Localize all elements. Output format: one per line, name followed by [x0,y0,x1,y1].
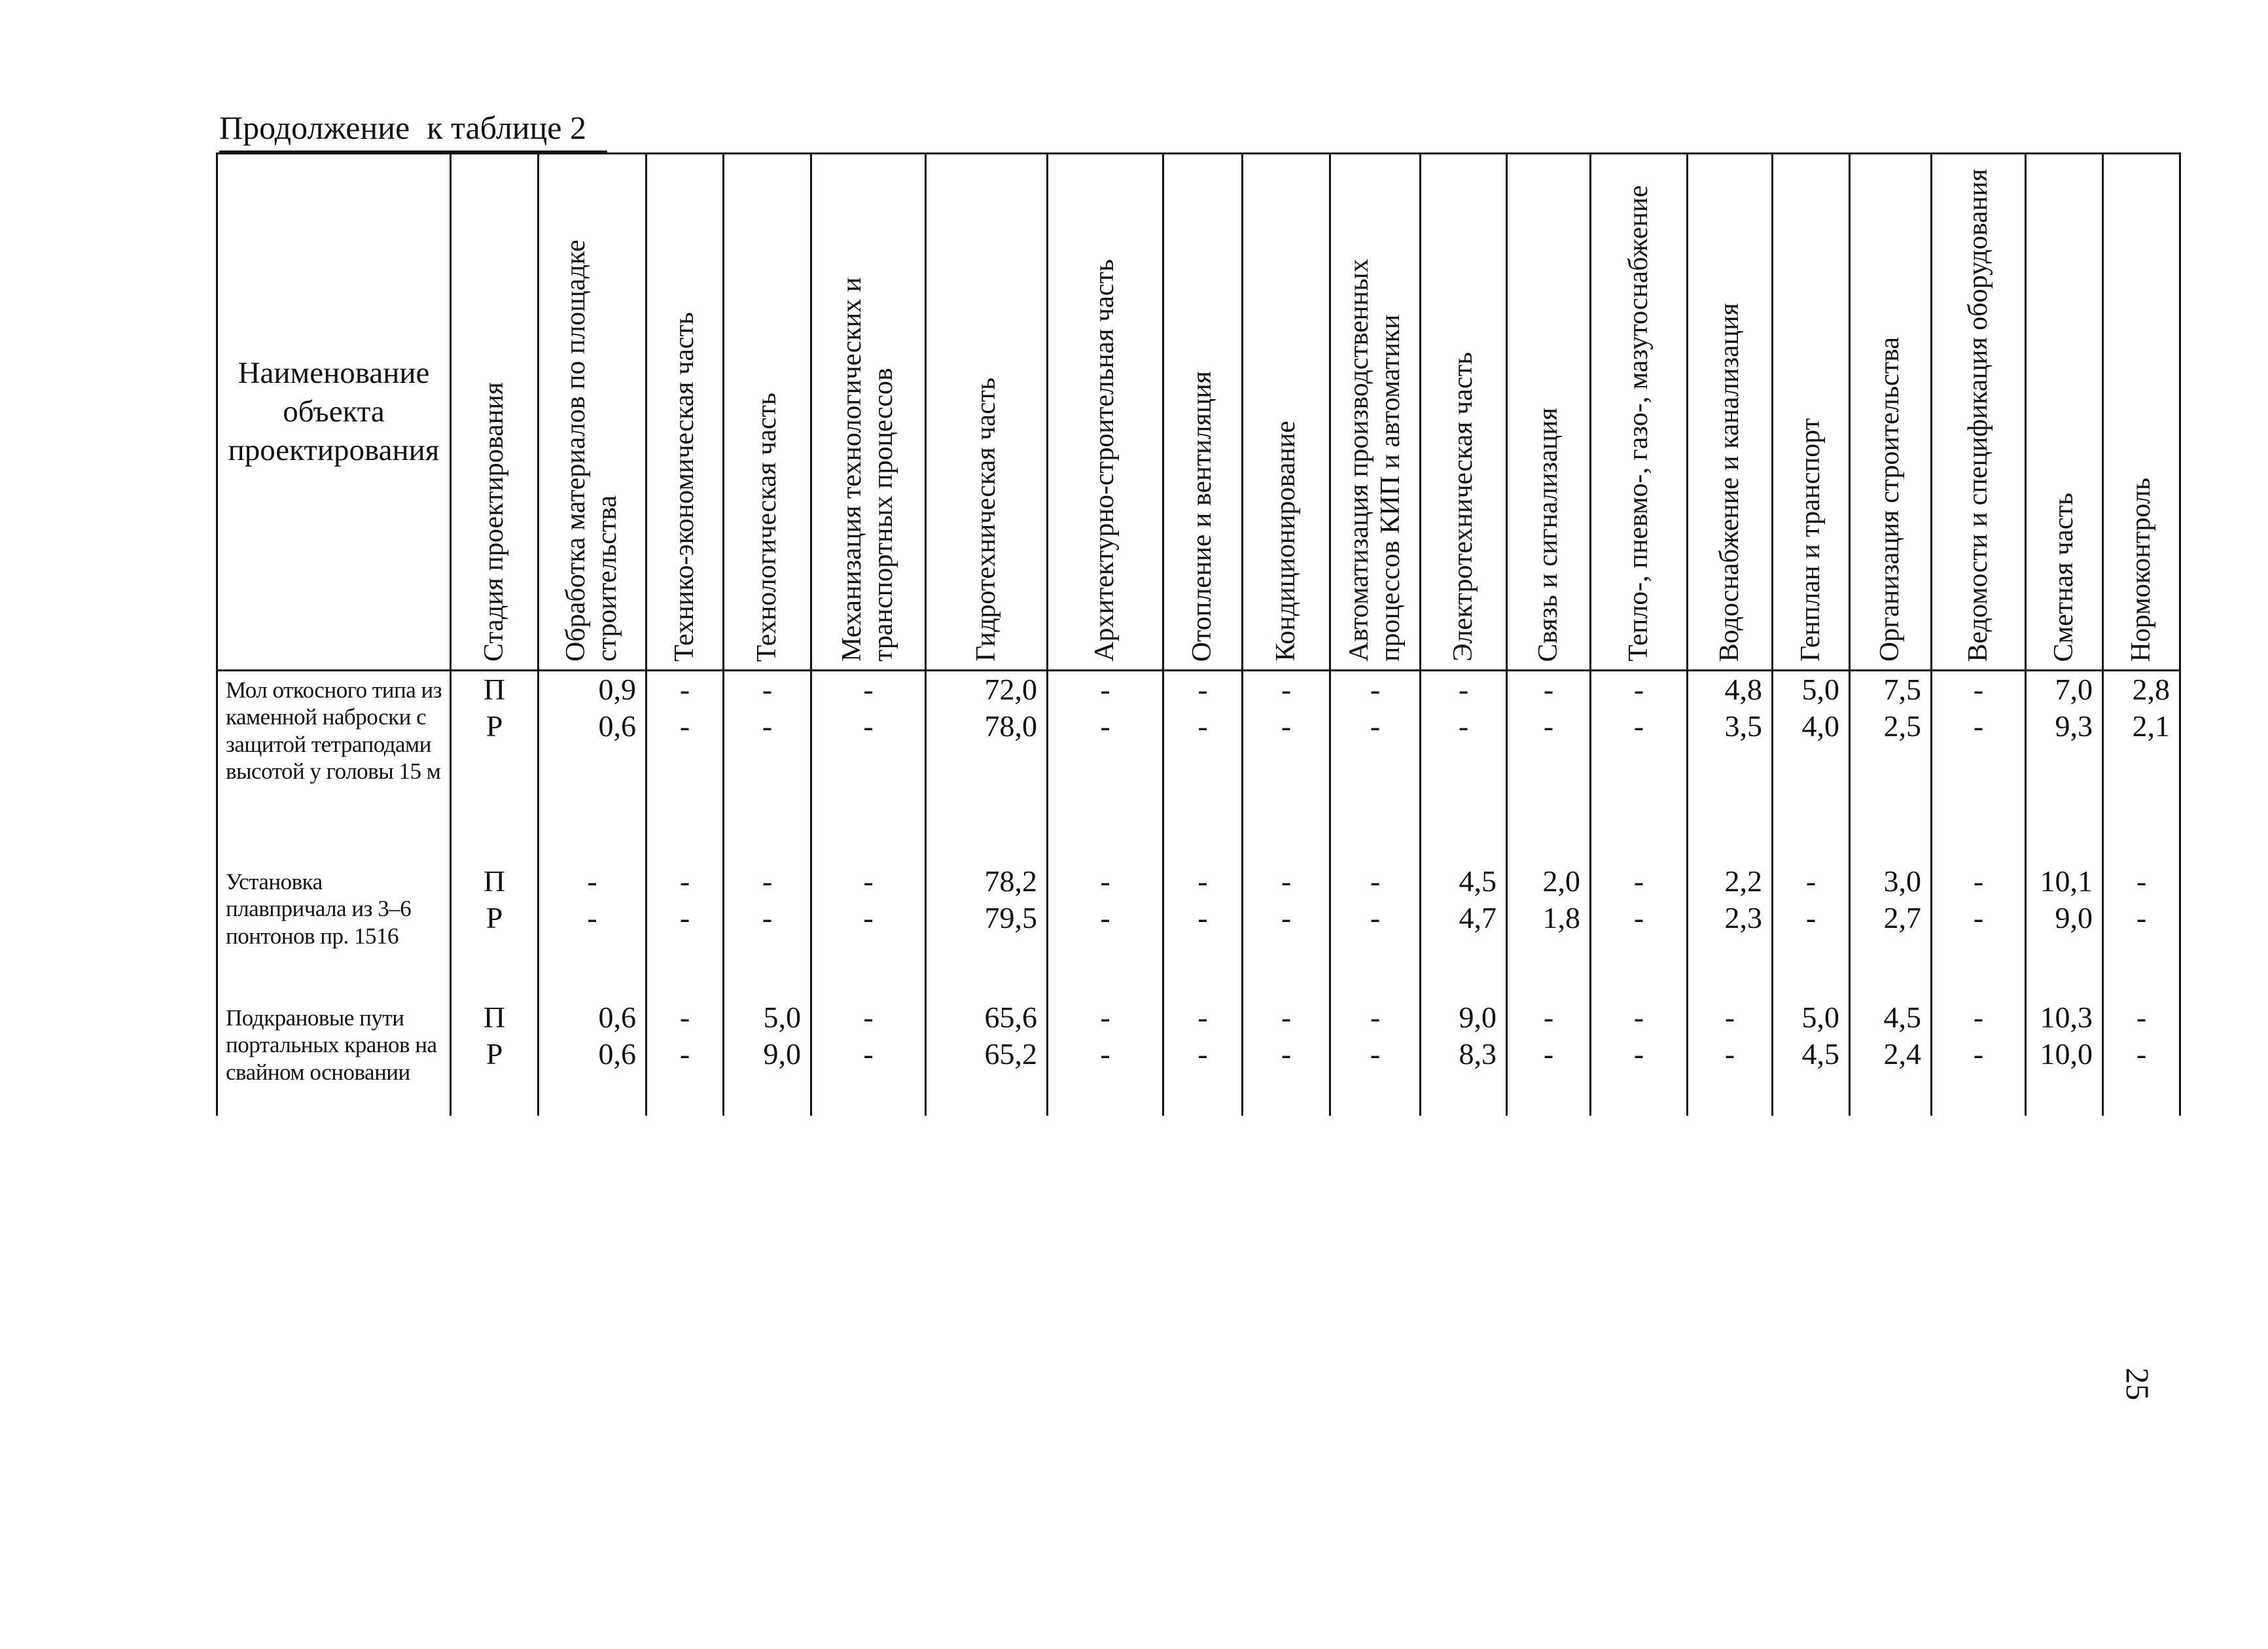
value-cell [811,671,926,864]
value-r: - [1281,709,1292,743]
value-cell [2026,671,2103,864]
value-p: - [587,864,597,898]
value-r: - [1973,709,1984,743]
value-cell [1507,863,1591,999]
value-p: 0,9 [598,673,636,706]
value-cell [926,671,1048,864]
value-p: - [762,673,773,706]
value-r: - [1281,1037,1292,1071]
header-cell [1850,154,1932,671]
value-r: 79,5 [984,901,1037,934]
header-label: Водоснабжение и канализация [1714,302,1745,662]
value-cell [1048,671,1163,864]
value-p: 7,5 [1883,673,1921,706]
value-p: П [483,864,506,898]
value-cell [1243,863,1330,999]
value-r: 65,2 [984,1037,1037,1071]
object-name-cell: Установка плавпричала из 3–6 понтонов пр. 1516 [217,863,451,999]
value-r: Р [486,709,503,743]
value-r: 4,0 [1801,709,1839,743]
header-label: Автоматизация производственных процессов КИП и автоматики [1343,258,1406,662]
header-cell [1591,154,1688,671]
value-r: 10,0 [2040,1037,2093,1071]
header-label: Архитектурно-строительная часть [1090,259,1120,662]
value-r: - [1633,1037,1644,1071]
value-p: - [1805,864,1816,898]
value-cell [1850,671,1932,864]
value-cell [724,671,811,864]
value-cell [1591,999,1688,1116]
value-r: - [1973,1037,1984,1071]
value-cell [926,999,1048,1116]
value-cell [1330,863,1421,999]
value-cell [1688,999,1773,1116]
header-cell [1932,154,2026,671]
header-label: Отопление и вентиляция [1187,370,1218,662]
header-label: Технико-экономическая часть [669,312,700,662]
value-cell [1421,999,1507,1116]
value-cell [539,671,647,864]
projects-table [216,152,2181,1116]
value-cell [1163,863,1243,999]
value-p: - [1724,1001,1735,1034]
value-cell [1243,671,1330,864]
header-label: Обработка материалов по площадке строительства [561,239,622,662]
value-r: - [863,1037,874,1071]
value-r: 1,8 [1542,901,1580,934]
value-p: 4,5 [1459,864,1497,898]
value-cell [1591,863,1688,999]
header-cell [926,154,1048,671]
value-r: - [1724,1037,1735,1071]
header-label: Тепло-, пневмо-, газо-, мазутоснабжение [1623,185,1654,662]
value-r: - [762,901,773,934]
header-cell [1507,154,1591,671]
header-label: Кондиционирование [1270,421,1301,662]
value-p: 4,8 [1724,673,1762,706]
value-r: - [1633,709,1644,743]
value-r: 8,3 [1459,1037,1497,1071]
value-cell [724,863,811,999]
header-cell [1243,154,1330,671]
header-label: Технологическая часть [751,392,782,662]
value-cell [1048,999,1163,1116]
value-p: - [1281,673,1292,706]
value-p: - [1543,1001,1554,1034]
value-cell [811,999,926,1116]
value-p: - [1197,673,1208,706]
value-r: 2,5 [1883,709,1921,743]
value-p: - [2136,864,2147,898]
value-p: - [1197,1001,1208,1034]
header-cell [1773,154,1850,671]
value-p: П [483,1001,506,1034]
object-name-cell: Подкрановые пути портальных кранов на свайном основании [217,999,451,1116]
header-label: Нормоконтроль [2125,477,2156,662]
value-cell [724,999,811,1116]
value-cell [1421,671,1507,864]
value-p: - [1633,864,1644,898]
table-row [217,999,2180,1116]
value-p: - [1370,1001,1381,1034]
value-cell [1243,999,1330,1116]
value-cell [926,863,1048,999]
value-p: - [679,864,690,898]
value-cell [1932,863,2026,999]
value-cell [539,863,647,999]
value-cell [539,999,647,1116]
value-r: - [1458,709,1469,743]
value-cell [1330,671,1421,864]
value-cell [647,999,724,1116]
value-r: - [2136,1037,2147,1071]
value-cell [1773,999,1850,1116]
value-r: 3,5 [1724,709,1762,743]
table-body [217,671,2180,1116]
value-p: П [483,673,506,706]
header-cell [1688,154,1773,671]
value-cell [1421,863,1507,999]
value-cell [2103,863,2180,999]
value-r: - [1805,901,1816,934]
value-p: - [1973,673,1984,706]
value-r: - [762,709,773,743]
value-r: - [2136,901,2147,934]
value-r: - [1197,1037,1208,1071]
value-p: - [1197,864,1208,898]
value-p: - [1281,1001,1292,1034]
value-r: 9,3 [2055,709,2093,743]
value-p: - [1100,1001,1110,1034]
value-p: 2,0 [1542,864,1580,898]
table-row [217,863,2180,999]
header-cell [539,154,647,671]
value-cell [1773,863,1850,999]
value-p: - [863,673,874,706]
value-cell [1163,999,1243,1116]
value-p: 2,8 [2132,673,2170,706]
value-cell [1688,671,1773,864]
header-cell [647,154,724,671]
header-label: Механизация технологических и транспортных процессов [837,277,898,662]
value-p: 78,2 [984,864,1037,898]
value-cell [647,671,724,864]
page-number: 25 [2119,1368,2156,1400]
value-p: 7,0 [2055,673,2093,706]
caption-prefix: Продолжение [219,109,410,146]
value-cell [1850,999,1932,1116]
value-r: - [1197,709,1208,743]
value-cell [1688,863,1773,999]
value-p: 4,5 [1883,1001,1921,1034]
value-r: - [679,1037,690,1071]
header-cell [811,154,926,671]
value-p: 5,0 [1801,673,1839,706]
value-r: 9,0 [2055,901,2093,934]
value-cell [2026,999,2103,1116]
value-r: 2,3 [1724,901,1762,934]
value-p: 72,0 [984,673,1037,706]
header-label: Ведомости и спецификация оборудования [1962,168,1993,662]
value-cell [1507,671,1591,864]
value-p: 5,0 [763,1001,801,1034]
value-r: - [1370,709,1381,743]
value-r: - [1100,901,1110,934]
value-cell [2103,671,2180,864]
header-cell [1330,154,1421,671]
value-p: 9,0 [1459,1001,1497,1034]
value-p: 10,1 [2040,864,2093,898]
value-r: - [1100,1037,1110,1071]
value-r: - [587,901,597,934]
header-cell [2026,154,2103,671]
value-p: - [1100,673,1110,706]
value-r: - [1281,901,1292,934]
value-r: - [1543,709,1554,743]
value-r: - [1100,709,1110,743]
value-p: - [1543,673,1554,706]
value-r: - [1370,1037,1381,1071]
header-label: Наименование объекта проектирования [228,356,440,467]
value-r: - [1197,901,1208,934]
value-r: - [863,901,874,934]
value-p: - [679,673,690,706]
value-cell [647,863,724,999]
header-cell [1048,154,1163,671]
value-p: - [679,1001,690,1034]
value-r: - [1973,901,1984,934]
header-cell [724,154,811,671]
header-row [217,154,2180,671]
value-p: 2,2 [1724,864,1762,898]
value-p: - [1100,864,1110,898]
value-p: - [762,864,773,898]
value-p: 3,0 [1883,864,1921,898]
value-cell [1932,671,2026,864]
value-r: Р [486,901,503,934]
header-label: Связь и сигнализация [1533,407,1563,662]
value-r: 2,1 [2132,709,2170,743]
value-p: - [1973,1001,1984,1034]
header-label: Генплан и транспорт [1795,417,1826,662]
value-cell [1163,671,1243,864]
header-cell [1421,154,1507,671]
header-label: Электротехническая часть [1447,352,1478,662]
value-r: Р [486,1037,503,1071]
value-r: - [1633,901,1644,934]
value-p: - [863,864,874,898]
table-row [217,671,2180,864]
value-r: 0,6 [598,709,636,743]
value-cell [811,863,926,999]
stage-cell [451,863,539,999]
value-p: - [1370,673,1381,706]
value-r: - [1543,1037,1554,1071]
stage-cell [451,999,539,1116]
header-cell [451,154,539,671]
value-r: 4,7 [1459,901,1497,934]
value-cell [1048,863,1163,999]
value-r: 4,5 [1801,1037,1839,1071]
value-r: 0,6 [598,1037,636,1071]
value-r: 9,0 [763,1037,801,1071]
value-p: - [1633,1001,1644,1034]
object-name-cell: Мол откосного типа из каменной наброски с защитой тетраподами высотой у головы 15 м [217,671,451,864]
value-r: 78,0 [984,709,1037,743]
value-cell [2103,999,2180,1116]
value-cell [1330,999,1421,1116]
value-p: - [1633,673,1644,706]
value-p: - [2136,1001,2147,1034]
value-r: 2,4 [1883,1037,1921,1071]
value-p: - [1973,864,1984,898]
value-cell [2026,863,2103,999]
value-p: 65,6 [984,1001,1037,1034]
value-p: 0,6 [598,1001,636,1034]
value-p: - [1458,673,1469,706]
value-r: 2,7 [1883,901,1921,934]
value-cell [1773,671,1850,864]
header-label: Сметная часть [2048,492,2079,662]
value-p: - [863,1001,874,1034]
value-r: - [1370,901,1381,934]
header-name [217,154,451,671]
value-cell [1591,671,1688,864]
value-cell [1932,999,2026,1116]
value-p: 10,3 [2040,1001,2093,1034]
value-p: 5,0 [1801,1001,1839,1034]
header-cell [1163,154,1243,671]
value-r: - [679,901,690,934]
value-cell [1507,999,1591,1116]
value-r: - [679,709,690,743]
header-label: Гидротехническая часть [970,378,1001,662]
value-r: - [863,709,874,743]
header-label: Организация строительства [1875,336,1905,662]
value-p: - [1370,864,1381,898]
caption-suffix: к таблице 2 [427,109,586,146]
header-cell [2103,154,2180,671]
table-caption [219,111,603,144]
value-cell [1850,863,1932,999]
value-p: - [1281,864,1292,898]
stage-cell [451,671,539,864]
header-label: Стадия проектирования [478,381,509,662]
